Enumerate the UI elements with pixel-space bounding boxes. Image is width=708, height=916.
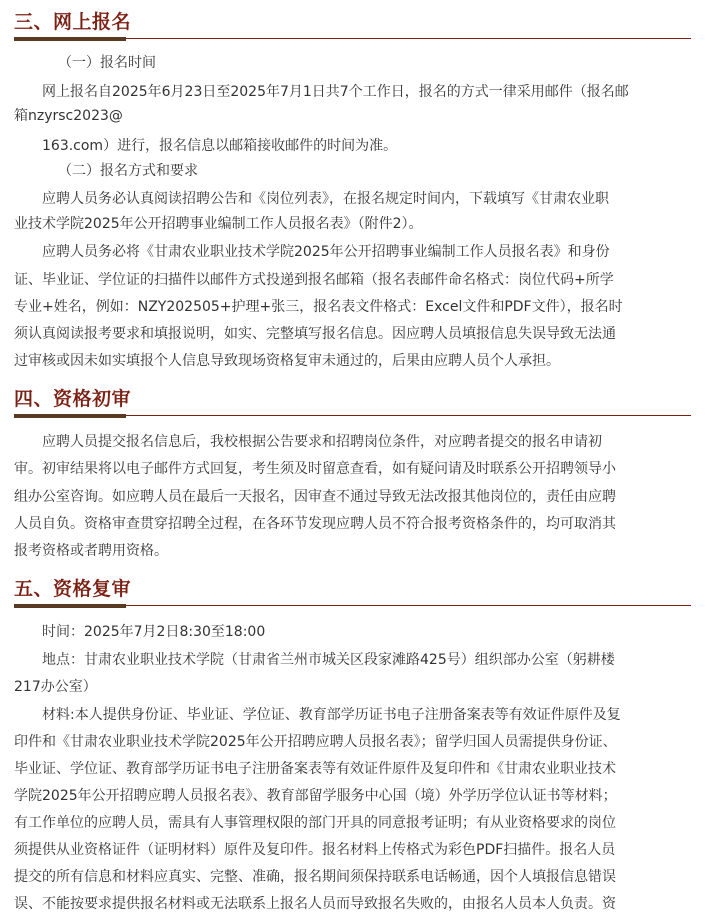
paragraph-line: 提交的所有信息和材料应真实、完整、准确，报名期间须保持联系电话畅通，因个人填报信息错误 [14,869,616,885]
paragraph-line: 须认真阅读报考要求和填报说明，如实、完整填写报名信息。因应聘人员填报信息失误导致无法通 [14,326,616,342]
paragraph-line: 时间：2025年7月2日8:30至18:00 [42,624,266,640]
paragraph-line: 须提供从业资格证件（证明材料）原件及复印件。报名材料上传格式为彩色PDF扫描件。报名人员 [14,842,616,858]
paragraph-line: （一）报名时间 [58,55,156,71]
section-5-title: 五、资格复审 [14,578,132,600]
section-4-heading [14,386,691,418]
paragraph-line: 业技术学院2025年公开招聘事业编制工作人员报名表》（附件2）。 [14,216,423,232]
paragraph-line: 组办公室咨询。如应聘人员在最后一天报名，因审查不通过导致无法改报其他岗位的，责任由应聘 [14,489,616,505]
paragraph-line: 印件和《甘肃农业职业技术学院2025年公开招聘应聘人员报名表》；留学归国人员需提供身份证、 [14,734,617,750]
paragraph-line: 人员自负。资格审查贯穿招聘全过程，在各环节发现应聘人员不符合报考资格条件的，均可取消其 [14,516,616,532]
heading-rule-accent [14,604,126,608]
paragraph-line: 地点：甘肃农业职业技术学院（甘肃省兰州市城关区段家滩路425号）组织部办公室（躬耕楼 [42,652,615,668]
paragraph-line: 证、毕业证、学位证的扫描件以邮件方式投递到报名邮箱（报名表邮件命名格式：岗位代码+所学 [14,272,614,288]
paragraph-line: 网上报名自2025年6月23日至2025年7月1日共7个工作日，报名的方式一律采用邮件（报名邮 [42,84,629,100]
paragraph-line: 箱nzyrsc2023@ [14,108,123,124]
paragraph-line: 审。初审结果将以电子邮件方式回复，考生须及时留意查看，如有疑问请及时联系公开招聘领导小 [14,461,616,477]
paragraph-line: 报考资格或者聘用资格。 [14,543,168,559]
section-3-title: 三、网上报名 [14,11,132,33]
paragraph-line: 应聘人员务必认真阅读招聘公告和《岗位列表》，在报名规定时间内，下载填写《甘肃农业职 [42,191,609,207]
section-5-heading [14,576,691,608]
paragraph-line: 应聘人员提交报名信息后，我校根据公告要求和招聘岗位条件，对应聘者提交的报名申请初 [42,434,602,450]
paragraph-line: 有工作单位的应聘人员，需具有人事管理权限的部门开具的同意报考证明；有从业资格要求的岗位 [14,815,616,831]
paragraph-line: 毕业证、学位证、教育部学历证书电子注册备案表等有效证件原件及复印件和《甘肃农业职业技术 [14,761,616,777]
paragraph-line: 163.com）进行，报名信息以邮箱接收邮件的时间为准。 [42,138,398,154]
paragraph-line: 应聘人员务必将《甘肃农业职业技术学院2025年公开招聘事业编制工作人员报名表》和身份 [42,244,610,260]
paragraph-line: 217办公室） [14,679,97,695]
paragraph-line: 过审核或因未如实填报个人信息导致现场资格复审未通过的，后果由应聘人员个人承担。 [14,353,560,369]
paragraph-line: 误、不能按要求提供报名材料或无法联系上报名人员而导致报名失败的，由报名人员本人负责。资 [14,896,616,912]
heading-rule-accent [14,37,126,41]
paragraph-line: 专业+姓名，例如：NZY202505+护理+张三，报名表文件格式：Excel文件和PDF文件），报名时 [14,299,623,315]
section-3-heading [14,9,691,41]
paragraph-line: （二）报名方式和要求 [58,163,198,179]
heading-rule-accent [14,414,126,418]
paragraph-line: 材料:本人提供身份证、毕业证、学位证、教育部学历证书电子注册备案表等有效证件原件及复 [42,707,621,723]
paragraph-line: 学院2025年公开招聘应聘人员报名表》、教育部留学服务中心国（境）外学历学位认证书等材料； [14,788,617,804]
section-4-title: 四、资格初审 [14,388,132,410]
